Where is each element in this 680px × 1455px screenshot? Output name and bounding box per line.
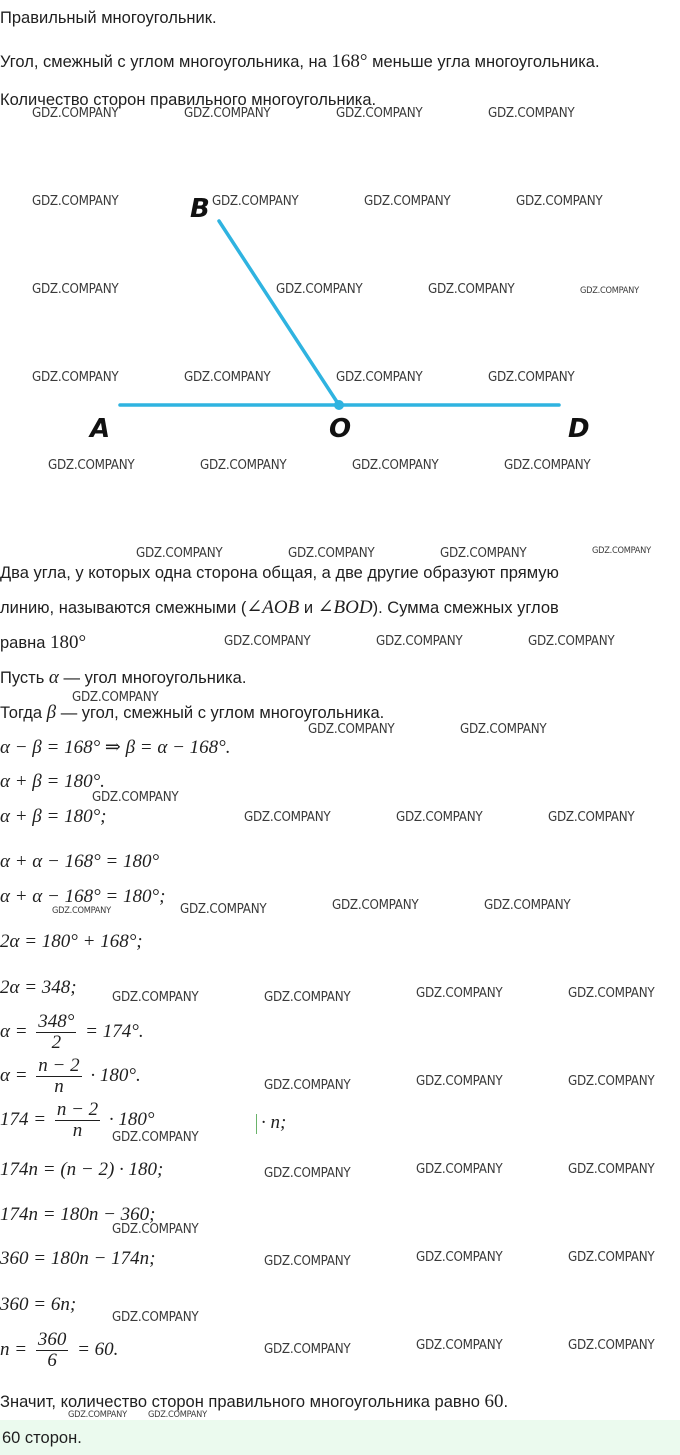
watermark-text: GDZ.COMPANY [48, 458, 135, 473]
watermark-text: GDZ.COMPANY [376, 634, 463, 649]
watermark-text: GDZ.COMPANY [264, 1166, 351, 1181]
conclusion: Значит, количество сторон правильного многоугольника равно 60. [0, 1391, 509, 1412]
watermark-text: GDZ.COMPANY [112, 1222, 199, 1237]
equation-15: n = $\frac{360}{6}$ = 60. [0, 1329, 119, 1371]
watermark-text: GDZ.COMPANY [460, 722, 547, 737]
equation-6: 2α = 180° + 168°; [0, 931, 143, 952]
answer-text: 60 сторон. [2, 1429, 82, 1447]
watermark-text: GDZ.COMPANY [244, 810, 331, 825]
equation-3: α + β = 180°; [0, 806, 107, 827]
watermark-text: GDZ.COMPANY [276, 282, 363, 297]
equation-10-multiplier: · n; [261, 1112, 287, 1133]
equation-9: α = $\frac{n - 2}{n}$ · 180°. [0, 1055, 141, 1097]
watermark-text: GDZ.COMPANY [308, 722, 395, 737]
equation-7: 2α = 348; [0, 977, 77, 998]
problem-title: Правильный многоугольник. [0, 9, 217, 27]
label-o: O [329, 414, 352, 444]
watermark-text: GDZ.COMPANY [264, 1078, 351, 1093]
let-beta: Тогда β — угол, смежный с углом многоугольника. [0, 702, 385, 723]
watermark-text: GDZ.COMPANY [416, 1338, 503, 1353]
point-o-dot [334, 400, 344, 410]
fraction-348-2: $\frac{348^\circ}{2}$ [38, 1011, 75, 1053]
watermark-text: GDZ.COMPANY [336, 370, 423, 385]
watermark-text: GDZ.COMPANY [440, 546, 527, 561]
watermark-text: GDZ.COMPANY [488, 370, 575, 385]
watermark-text: GDZ.COMPANY [416, 1250, 503, 1265]
watermark-text: GDZ.COMPANY [32, 106, 119, 121]
watermark-text: GDZ.COMPANY [136, 546, 223, 561]
answer-box [0, 1420, 680, 1455]
watermark-text: GDZ.COMPANY [568, 986, 655, 1001]
watermark-text: GDZ.COMPANY [568, 1162, 655, 1177]
watermark-text: GDZ.COMPANY [428, 282, 515, 297]
watermark-text: GDZ.COMPANY [184, 106, 271, 121]
watermark-text: GDZ.COMPANY [180, 902, 267, 917]
watermark-text: GDZ.COMPANY [416, 1162, 503, 1177]
watermark-text: GDZ.COMPANY [488, 106, 575, 121]
watermark-text: GDZ.COMPANY [184, 370, 271, 385]
equation-13: 360 = 180n − 174n; [0, 1248, 156, 1269]
watermark-text: GDZ.COMPANY [548, 810, 635, 825]
watermark-text: GDZ.COMPANY [32, 370, 119, 385]
multiply-separator-bar [256, 1114, 257, 1134]
watermark-text: GDZ.COMPANY [352, 458, 439, 473]
watermark-text: GDZ.COMPANY [528, 634, 615, 649]
theory-line-1: Два угла, у которых одна сторона общая, а две другие образуют прямую [0, 564, 559, 582]
fraction-360-6: $\frac{360}{6}$ [37, 1329, 67, 1371]
watermark-text: GDZ.COMPANY [32, 282, 119, 297]
watermark-text: GDZ.COMPANY [416, 986, 503, 1001]
watermark-text: GDZ.COMPANY [264, 1342, 351, 1357]
watermark-text: GDZ.COMPANY [568, 1338, 655, 1353]
watermark-text: GDZ.COMPANY [580, 286, 639, 296]
equation-12: 174n = 180n − 360; [0, 1204, 156, 1225]
watermark-text: GDZ.COMPANY [72, 690, 159, 705]
theory-line-3: равна 180° [0, 632, 87, 653]
watermark-text: GDZ.COMPANY [568, 1250, 655, 1265]
watermark-text: GDZ.COMPANY [484, 898, 571, 913]
adjacent-angles-diagram [0, 180, 680, 470]
equation-4: α + α − 168° = 180° [0, 851, 160, 872]
watermark-text: GDZ.COMPANY [264, 1254, 351, 1269]
equation-2: α + β = 180°. [0, 771, 105, 792]
watermark-text: GDZ.COMPANY [592, 546, 651, 556]
equation-1: α − β = 168° ⇒ β = α − 168°. [0, 737, 231, 758]
let-alpha: Пусть α — угол многоугольника. [0, 667, 247, 688]
watermark-text: GDZ.COMPANY [568, 1074, 655, 1089]
equation-11: 174n = (n − 2) · 180; [0, 1159, 164, 1180]
watermark-text: GDZ.COMPANY [332, 898, 419, 913]
label-d: D [568, 414, 590, 444]
watermark-text: GDZ.COMPANY [224, 634, 311, 649]
equation-14: 360 = 6n; [0, 1294, 77, 1315]
watermark-text: GDZ.COMPANY [148, 1410, 207, 1420]
watermark-text: GDZ.COMPANY [336, 106, 423, 121]
watermark-text: GDZ.COMPANY [416, 1074, 503, 1089]
fraction-n-minus-2-over-n: $\frac{n - 2}{n}$ [38, 1055, 80, 1097]
watermark-text: GDZ.COMPANY [264, 990, 351, 1005]
watermark-text: GDZ.COMPANY [68, 1410, 127, 1420]
watermark-text: GDZ.COMPANY [288, 546, 375, 561]
watermark-text: GDZ.COMPANY [32, 194, 119, 209]
fraction-n-minus-2-over-n-2: $\frac{n - 2}{n}$ [56, 1099, 99, 1141]
problem-condition: Угол, смежный с углом многоугольника, на 168° меньше угла многоугольника. [0, 51, 600, 72]
problem-question: Количество сторон правильного многоугольника. [0, 91, 377, 109]
watermark-text: GDZ.COMPANY [52, 906, 111, 916]
watermark-text: GDZ.COMPANY [200, 458, 287, 473]
watermark-text: GDZ.COMPANY [112, 990, 199, 1005]
watermark-text: GDZ.COMPANY [212, 194, 299, 209]
watermark-text: GDZ.COMPANY [504, 458, 591, 473]
watermark-text: GDZ.COMPANY [396, 810, 483, 825]
equation-10: 174 = $\frac{n - 2}{n}$ · 180° [0, 1099, 155, 1141]
equation-8: α = $\frac{348^\circ}{2}$ = 174°. [0, 1011, 144, 1053]
watermark-text: GDZ.COMPANY [112, 1130, 199, 1145]
theory-line-2: линию, называются смежными (∠AOB и ∠BOD). Сумма смежных углов [0, 597, 559, 618]
equation-5: α + α − 168° = 180°; [0, 886, 166, 907]
watermark-text: GDZ.COMPANY [92, 790, 179, 805]
watermark-text: GDZ.COMPANY [516, 194, 603, 209]
watermark-text: GDZ.COMPANY [112, 1310, 199, 1325]
label-b: B [190, 194, 210, 224]
label-a: A [90, 414, 111, 444]
watermark-text: GDZ.COMPANY [364, 194, 451, 209]
